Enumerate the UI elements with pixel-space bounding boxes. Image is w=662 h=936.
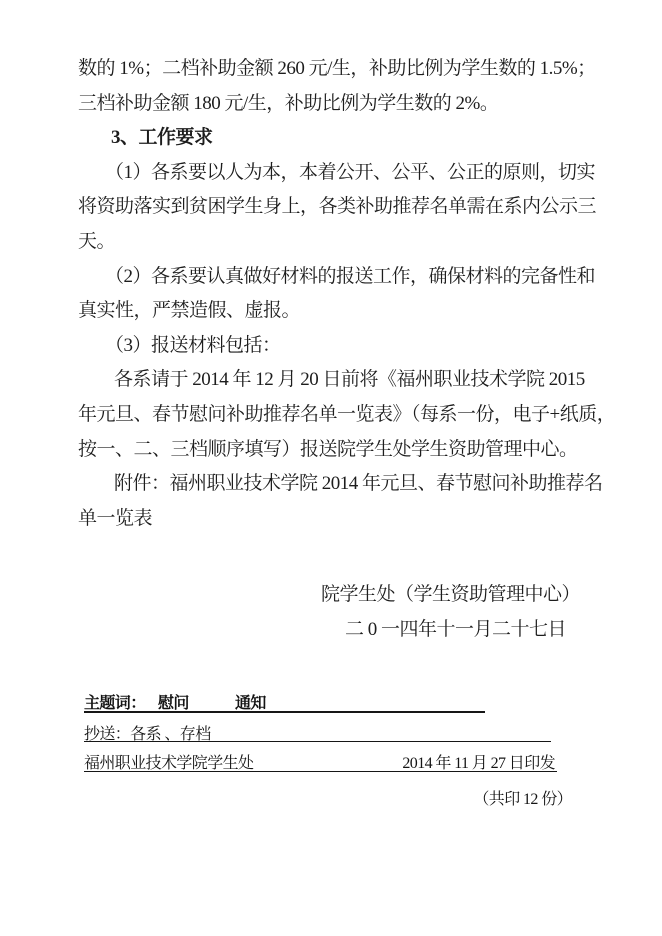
body-line: 将资助落实到贫困学生身上，各类补助推荐名单需在系内公示三 <box>78 196 597 218</box>
signature-block <box>321 578 580 647</box>
body-line: 真实性，严禁造假、虚报。 <box>78 300 301 322</box>
attachment-line: 附件：福州职业技术学院 2014 年元旦、春节慰问补助推荐名 <box>114 473 603 495</box>
attachment-line: 单一览表 <box>78 507 153 529</box>
subject-term: 慰问 <box>158 695 189 712</box>
issuer-name: 福州职业技术学院学生处 <box>84 755 254 772</box>
subject-term: 通知 <box>235 695 266 712</box>
footer-subject-row <box>84 690 485 713</box>
body-line: 按一、二、三档顺序填写）报送院学生处学生资助管理中心。 <box>78 438 578 460</box>
footer-cc-row <box>84 721 551 742</box>
subject-label: 主题词： <box>84 695 146 712</box>
body-line: 各系请于 2014 年 12 月 20 日前将《福州职业技术学院 2015 <box>114 369 585 391</box>
copies-note: （共印 12 份） <box>473 791 572 808</box>
signature-date: 二 0 一四年十一月二十七日 <box>344 618 566 640</box>
footer-issuer-row <box>84 750 557 772</box>
body-line: 年元旦、春节慰问补助推荐名单一览表》（每系一份，电子+纸质， <box>78 403 616 425</box>
section-heading: 3、工作要求 <box>111 127 213 149</box>
signature-department: 院学生处（学生资助管理中心） <box>320 584 580 605</box>
body-line: 天。 <box>78 230 116 252</box>
print-date: 2014 年 11 月 27 日印发 <box>402 755 555 772</box>
body-line: （2）各系要认真做好材料的报送工作，确保材料的完备性和 <box>105 265 596 287</box>
document-body <box>78 52 616 536</box>
cc-line: 抄送：各系 、存档 <box>84 726 211 743</box>
body-line: （1）各系要以人为本，本着公开、公平、公正的原则，切实 <box>105 161 596 183</box>
body-line: （3）报送材料包括： <box>105 334 281 356</box>
body-line: 三档补助金额 180 元/生，补助比例为学生数的 2%。 <box>78 92 499 114</box>
body-line: 数的 1%；二档补助金额 260 元/生，补助比例为学生数的 1.5%； <box>78 58 596 79</box>
